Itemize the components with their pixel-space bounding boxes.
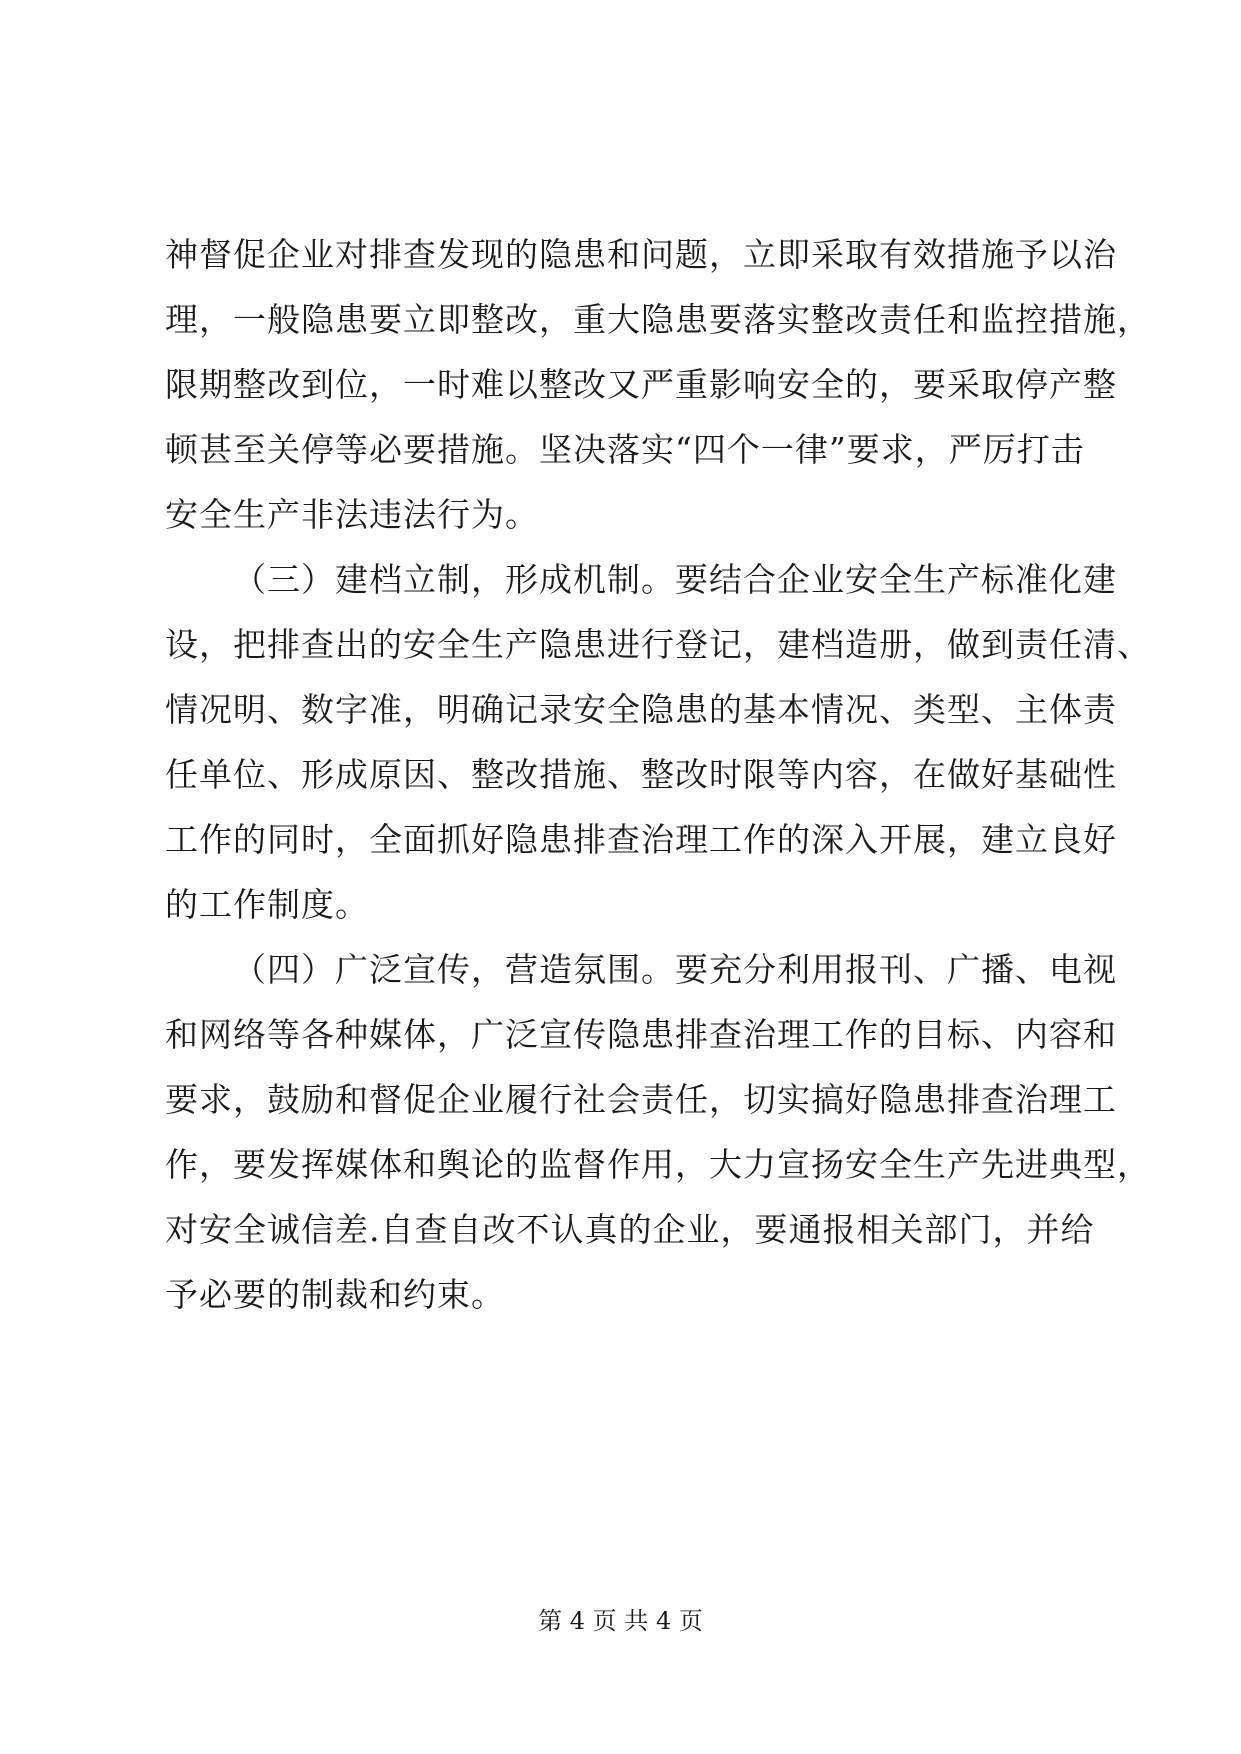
text-line: 情况明、数字准，明确记录安全隐患的基本情况、类型、主体责 [165,690,1117,729]
text-line: 对安全诚信差.自查自改不认真的企业，要通报相关部门，并给 [165,1210,1095,1249]
page-footer: 第 4 页 共 4 页 [538,1607,703,1635]
text-line: 设，把排查出的安全生产隐患进行登记，建档造册，做到责任清、 [165,625,1151,664]
text-line: 神督促企业对排查发现的隐患和问题，立即采取有效措施予以治 [165,235,1117,274]
section-three-heading-line: （三）建档立制，形成机制。要结合企业安全生产标准化建 [233,560,1117,599]
text-line: 工作的同时，全面抓好隐患排查治理工作的深入开展，建立良好 [165,820,1117,859]
text-line: 要求，鼓励和督促企业履行社会责任，切实搞好隐患排查治理工 [165,1080,1117,1119]
text-line: 作，要发挥媒体和舆论的监督作用，大力宣扬安全生产先进典型， [165,1145,1151,1184]
text-line: 理，一般隐患要立即整改，重大隐患要落实整改责任和监控措施， [165,300,1151,339]
text-line: 限期整改到位，一时难以整改又严重影响安全的，要采取停产整 [165,365,1117,404]
text-line: 和网络等各种媒体，广泛宣传隐患排查治理工作的目标、内容和 [165,1015,1117,1054]
text-line: 的工作制度。 [165,885,369,924]
section-four-heading-line: （四）广泛宣传，营造氛围。要充分利用报刊、广播、电视 [233,950,1117,989]
text-line: 顿甚至关停等必要措施。坚决落实“四个一律”要求，严厉打击 [165,430,1085,469]
text-line: 安全生产非法违法行为。 [165,495,539,534]
text-line: 予必要的制裁和约束。 [165,1275,505,1314]
text-line: 任单位、形成原因、整改措施、整改时限等内容，在做好基础性 [165,755,1117,794]
body-text [165,222,1151,1327]
